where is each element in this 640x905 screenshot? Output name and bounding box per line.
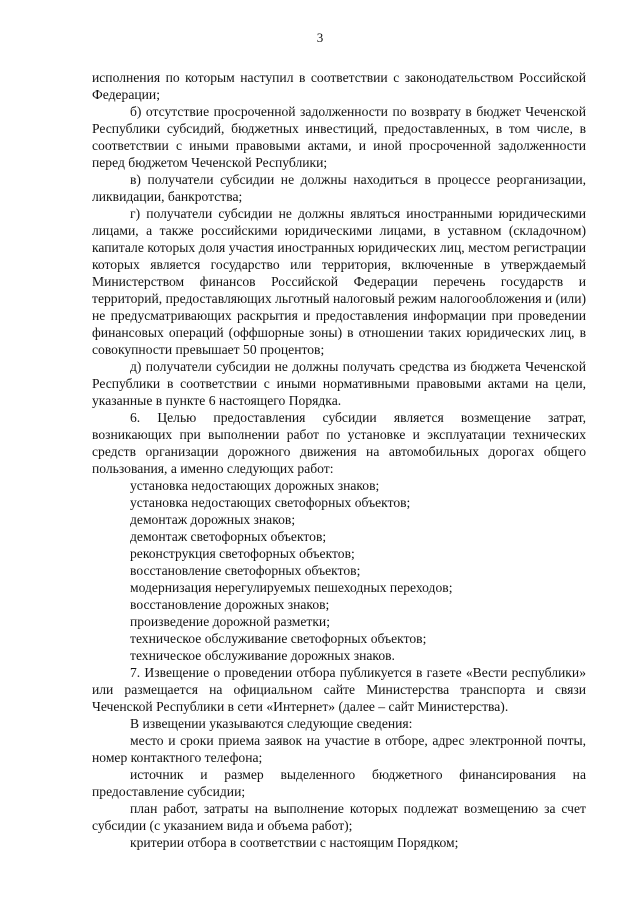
work-item: реконструкция светофорных объектов; [130,546,355,561]
paragraph-notice-item: источник и размер выделенного бюджетного финансирования на предоставление субсидии; [92,767,586,799]
work-item: техническое обслуживание светофорных объектов; [130,631,427,646]
paragraph-notice-item: план работ, затраты на выполнение которых подлежат возмещению за счет субсидии (с указанием вида и объема работ); [92,801,586,833]
paragraph-item-v: в) получатели субсидии не должны находиться в процессе реорганизации, ликвидации, банкротства; [92,172,586,204]
paragraph-continuation: исполнения по которым наступил в соответствии с законодательством Российской Федерации; [92,70,586,102]
paragraph-notice-item: место и сроки приема заявок на участие в отборе, адрес электронной почты, номер контактного телефона; [92,733,586,765]
paragraph-item-d: д) получатели субсидии не должны получать средства из бюджета Чеченской Республики в соответствии с иными нормативными правовыми актами на цели, указанные в пункте 6 настоящего Порядка. [92,359,586,408]
work-item: установка недостающих дорожных знаков; [130,478,380,493]
work-item: произведение дорожной разметки; [130,614,330,629]
paragraph-clause-7: 7. Извещение о проведении отбора публикуется в газете «Вести республики» или размещается на официальном сайте Министерства транспорта и связи Чеченской Республики в сети «Интернет» (далее – сайт Министерства). [92,665,586,714]
document-body [92,69,586,851]
work-item: восстановление светофорных объектов; [130,563,361,578]
work-item: демонтаж дорожных знаков; [130,512,296,527]
work-item: установка недостающих светофорных объектов; [130,495,411,510]
paragraph-item-g: г) получатели субсидии не должны являться иностранными юридическими лицами, а также российскими юридическими лицами, в уставном (складочном) капитале которых доля участия иностранных юридических лиц, местом регистрации которых является государство или территория, включенные в утверждаемый Министерством финансов Российской Федерации перечень государств и территорий, предоставляющих льготный налоговый режим налогообложения и (или) не предусматривающих раскрытия и предоставления информации при проведении финансовых операций (оффшорные зоны) в отношении таких юридических лиц, в совокупности превышает 50 процентов; [92,206,586,357]
paragraph-item-b: б) отсутствие просроченной задолженности по возврату в бюджет Чеченской Республики субсидий, бюджетных инвестиций, предоставленных, в том числе, в соответствии с иными правовыми актами, и иной просроченной задолженности перед бюджетом Чеченской Республики; [92,104,586,170]
work-item: восстановление дорожных знаков; [130,597,330,612]
paragraph-notice-item: критерии отбора в соответствии с настоящим Порядком; [130,835,459,850]
paragraph-notice-intro: В извещении указываются следующие сведения: [130,716,413,731]
page-number: 3 [316,30,324,45]
work-item: модернизация нерегулируемых пешеходных переходов; [130,580,453,595]
work-item: техническое обслуживание дорожных знаков. [130,648,395,663]
paragraph-clause-6: 6. Целью предоставления субсидии является возмещение затрат, возникающих при выполнении работ по установке и эксплуатации технических средств организации дорожного движения на автомобильных дорогах общего пользования, а именно следующих работ: [92,410,586,476]
work-item: демонтаж светофорных объектов; [130,529,327,544]
